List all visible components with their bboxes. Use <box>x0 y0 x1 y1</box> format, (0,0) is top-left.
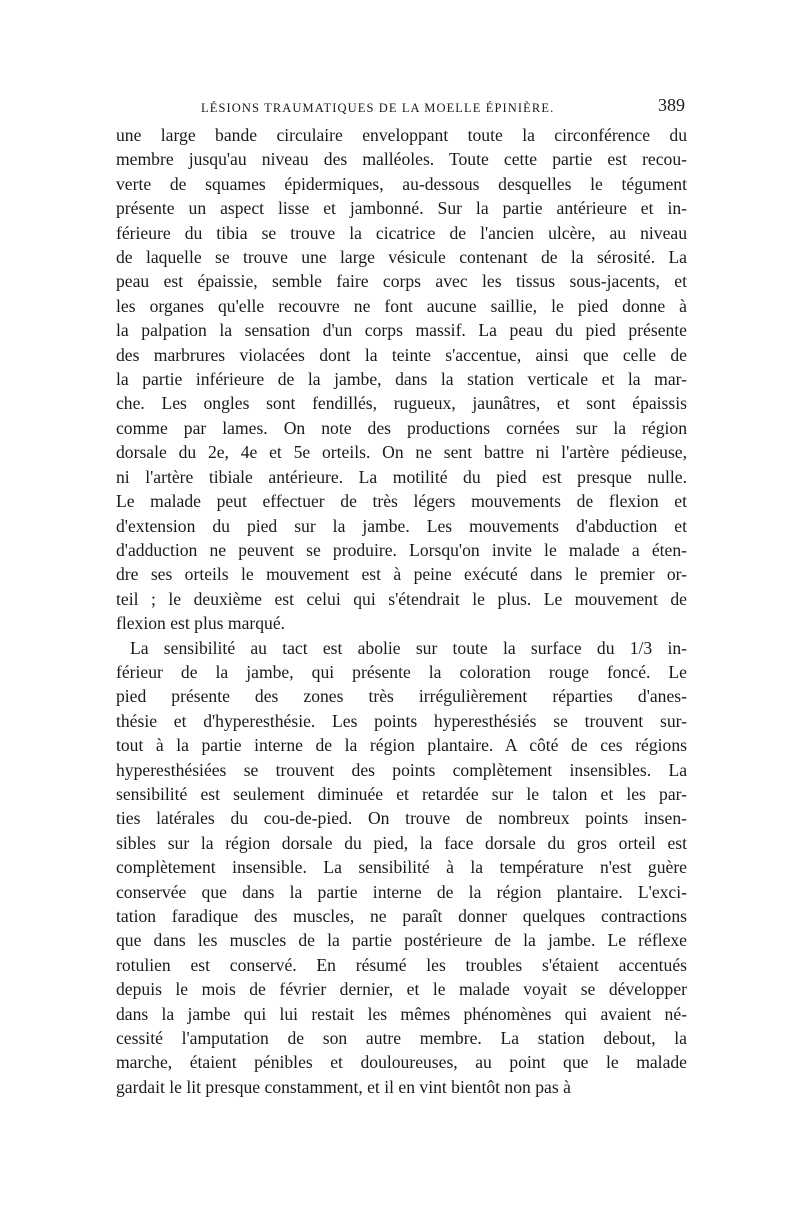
text-line: tout à la partie interne de la région plantaire. A côté de ces régions <box>116 735 687 756</box>
text-line: férieure du tibia se trouve la cicatrice de l'ancien ulcère, au niveau <box>116 222 687 243</box>
text-line: une large bande circulaire enveloppant toute la circonférence du <box>116 125 687 145</box>
text-line: ties latérales du cou-de-pied. On trouve de nombreux points insen- <box>116 808 687 829</box>
text-line: marche, étaient pénibles et douloureuses, au point que le malade <box>116 1052 687 1073</box>
text-line: ni l'artère tibiale antérieure. La motilité du pied est presque nulle. <box>116 466 687 487</box>
text-line: dorsale du 2e, 4e et 5e orteils. On ne sent battre ni l'artère pédieuse, <box>116 442 687 463</box>
text-line: teil ; le deuxième est celui qui s'étendrait le plus. Le mouvement de <box>116 588 687 609</box>
text-line: présente un aspect lisse et jambonné. Sur la partie antérieure et in- <box>116 198 687 219</box>
text-line: thésie et d'hyperesthésie. Les points hyperesthésiés se trouvent sur- <box>116 710 687 731</box>
text-line: férieur de la jambe, qui présente la coloration rouge foncé. Le <box>116 661 687 682</box>
text-line: d'extension du pied sur la jambe. Les mouvements d'abduction et <box>116 515 687 536</box>
text-line: conservée que dans la partie interne de la région plantaire. L'exci- <box>116 881 687 902</box>
paragraph <box>116 636 687 1100</box>
text-line: peau est épaissie, semble faire corps avec les tissus sous-jacents, et <box>116 271 687 292</box>
text-line: des marbrures violacées dont la teinte s'accentue, ainsi que celle de <box>116 344 687 365</box>
text-line: pied présente des zones très irrégulièrement réparties d'anes- <box>116 686 687 707</box>
text-line: cessité l'amputation de son autre membre. La station debout, la <box>116 1028 687 1049</box>
text-line: la partie inférieure de la jambe, dans la station verticale et la mar- <box>116 369 687 390</box>
paragraph <box>116 123 687 636</box>
text-line: sensibilité est seulement diminuée et retardée sur le talon et les par- <box>116 783 687 804</box>
text-line: gardait le lit presque constamment, et il en vint bientôt non pas à <box>116 1076 571 1097</box>
text-line: La sensibilité au tact est abolie sur toute la surface du 1/3 in- <box>130 637 687 658</box>
text-line: dre ses orteils le mouvement est à peine exécuté dans le premier or- <box>116 564 687 585</box>
page-number: 389 <box>658 95 685 115</box>
text-line: rotulien est conservé. En résumé les troubles s'étaient accentués <box>116 954 687 975</box>
page <box>116 95 687 1099</box>
body-text <box>116 123 687 1099</box>
text-line: membre jusqu'au niveau des malléoles. Toute cette partie est recou- <box>116 149 687 170</box>
text-line: sibles sur la région dorsale du pied, la face dorsale du gros orteil est <box>116 832 687 853</box>
text-line: flexion est plus marqué. <box>116 613 286 634</box>
text-line: comme par lames. On note des productions cornées sur la région <box>116 417 687 438</box>
text-line: dans la jambe qui lui restait les mêmes phénomènes qui avaient né- <box>116 1003 687 1024</box>
text-line: complètement insensible. La sensibilité à la température n'est guère <box>116 857 687 878</box>
text-line: hyperesthésiées se trouvent des points complètement insensibles. La <box>116 759 687 780</box>
text-line: Le malade peut effectuer de très légers mouvements de flexion et <box>116 491 687 512</box>
text-line: depuis le mois de février dernier, et le malade voyait se développer <box>116 979 687 1000</box>
text-line: che. Les ongles sont fendillés, rugueux, jaunâtres, et sont épaissis <box>116 393 687 414</box>
text-line: les organes qu'elle recouvre ne font aucune saillie, le pied donne à <box>116 295 687 316</box>
text-line: de laquelle se trouve une large vésicule contenant de la sérosité. La <box>116 247 687 268</box>
text-line: que dans les muscles de la partie postérieure de la jambe. Le réflexe <box>116 930 687 951</box>
text-line: verte de squames épidermiques, au-dessous desquelles le tégument <box>116 173 687 194</box>
text-line: la palpation la sensation d'un corps massif. La peau du pied présente <box>116 320 687 341</box>
text-line: tation faradique des muscles, ne paraît donner quelques contractions <box>116 906 687 926</box>
page-header <box>116 95 687 123</box>
running-title: LÉSIONS TRAUMATIQUES DE LA MOELLE ÉPINIÈRE. <box>201 101 555 115</box>
text-line: d'adduction ne peuvent se produire. Lorsqu'on invite le malade a éten- <box>116 539 687 560</box>
